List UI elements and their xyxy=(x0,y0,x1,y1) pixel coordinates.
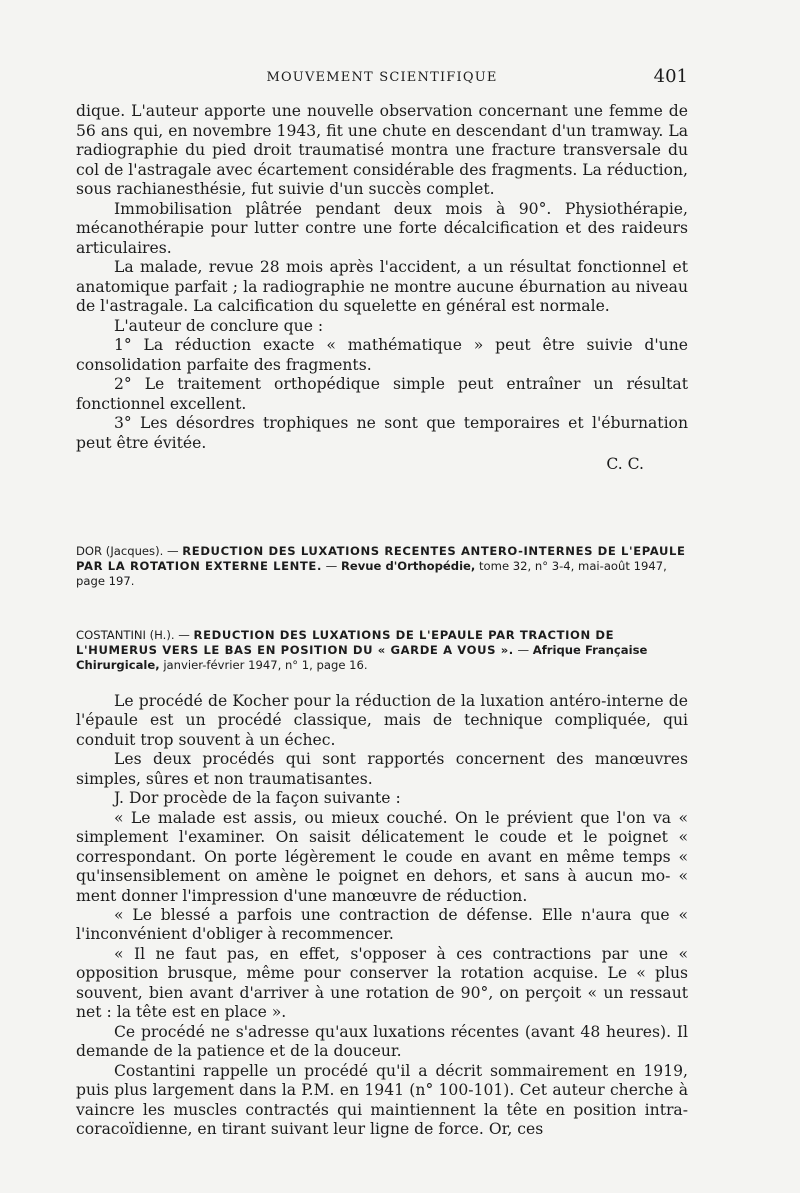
paragraph: Le procédé de Kocher pour la réduction de la luxation antéro-interne de l'épaule est un procédé classique, mais de technique compliquée, qui conduit trop souvent à un échec. xyxy=(76,692,688,749)
reference-title: REDUCTION DES LUXATIONS RECENTES ANTERO-INTERNES DE L'EPAULE PAR LA ROTATION EXTERNE LENTE. xyxy=(76,544,686,573)
paragraph: Les deux procédés qui sont rapportés concernent des manœuvres simples, sûres et non traumatisantes. xyxy=(76,750,688,788)
paragraph: Ce procédé ne s'adresse qu'aux luxations récentes (avant 48 heures). Il demande de la patience et de la douceur. xyxy=(76,1022,688,1061)
quotation: « Le blessé a parfois une contraction de défense. Elle n'aura que « l'inconvénient d'obliger à recommencer. xyxy=(76,905,688,944)
paragraph: Costantini rappelle un procédé qu'il a décrit sommairement en 1919, puis plus largement dans la P.M. en 1941 (n° 100-101). Cet auteur cherche à vaincre les muscles contractés qui maintiennent la tête en position intra-coracoïdienne, en tirant suivant leur ligne de force. Or, ces xyxy=(76,1061,688,1138)
reference-dor xyxy=(76,544,692,589)
reference-details: tome 32, n° 3-4, mai-août 1947, page 197. xyxy=(76,559,667,588)
reference-title: REDUCTION DES LUXATIONS DE L'EPAULE PAR TRACTION DE L'HUMERUS VERS LE BAS EN POSITION DU « GARDE A VOUS ». xyxy=(76,628,615,657)
quotation: « Le malade est assis, ou mieux couché. On le prévient que l'on va « simplement l'examiner. On saisit délicatement le coude et le poignet « correspondant. On porte légèrement le coude en avant en même temps « qu'insensiblement on amène le poignet en dehors, et sans à aucun mo- « ment donner l'impression d'une manœuvre de réduction. xyxy=(76,808,688,905)
section-astragale xyxy=(76,102,688,475)
reference-details: janvier-février 1947, n° 1, page 16. xyxy=(159,658,368,672)
reference-costantini xyxy=(76,628,692,673)
author-initials: C. C. xyxy=(606,455,644,473)
paragraph: J. Dor procède de la façon suivante : xyxy=(114,789,401,808)
section-epaule xyxy=(76,692,688,1139)
quotation: « Il ne faut pas, en effet, s'opposer à ces contractions par une « opposition brusque, même pour conserver la rotation acquise. Le « plus souvent, bien avant d'arriver à une rotation de 90°, on perçoit « un ressaut net : la tête est en place ». xyxy=(76,944,688,1022)
reference-journal: Afrique Française Chirurgicale, xyxy=(76,643,648,672)
page-header xyxy=(76,66,688,88)
reference-dash: — xyxy=(513,643,533,657)
conclusion-item: 1° La réduction exacte « mathématique » peut être suivie d'une consolidation parfaite des fragments. xyxy=(76,336,688,374)
paragraph: La malade, revue 28 mois après l'accident, a un résultat fonctionnel et anatomique parfait ; la radiographie ne montre aucune éburnation au niveau de l'astragale. La calcification du squelette en général est normale. xyxy=(76,258,688,315)
conclusion-item: 3° Les désordres trophiques ne sont que temporaires et l'éburnation peut être évitée. xyxy=(76,414,688,452)
reference-author: DOR (Jacques). — xyxy=(76,544,179,558)
page-number: 401 xyxy=(653,66,688,87)
conclusion-item: 2° Le traitement orthopédique simple peut entraîner un résultat fonctionnel excellent. xyxy=(76,375,688,413)
paragraph: L'auteur de conclure que : xyxy=(114,316,324,335)
reference-author: COSTANTINI (H.). — xyxy=(76,628,190,642)
reference-journal: Revue d'Orthopédie, xyxy=(340,559,476,573)
paragraph: Immobilisation plâtrée pendant deux mois à 90°. Physiothérapie, mécanothérapie pour lutter contre une forte décalcification et des raideurs articulaires. xyxy=(76,199,688,257)
running-title: MOUVEMENT SCIENTIFIQUE xyxy=(266,70,498,85)
reference-dash: — xyxy=(321,559,341,573)
paragraph: dique. L'auteur apporte une nouvelle observation concernant une femme de 56 ans qui, en novembre 1943, fit une chute en descendant d'un tramway. La radiographie du pied droit traumatisé montra une fracture transversale du col de l'astragale avec écartement considérable des fragments. La réduction, sous rachianesthésie, fut suivie d'un succès complet. xyxy=(76,102,688,198)
